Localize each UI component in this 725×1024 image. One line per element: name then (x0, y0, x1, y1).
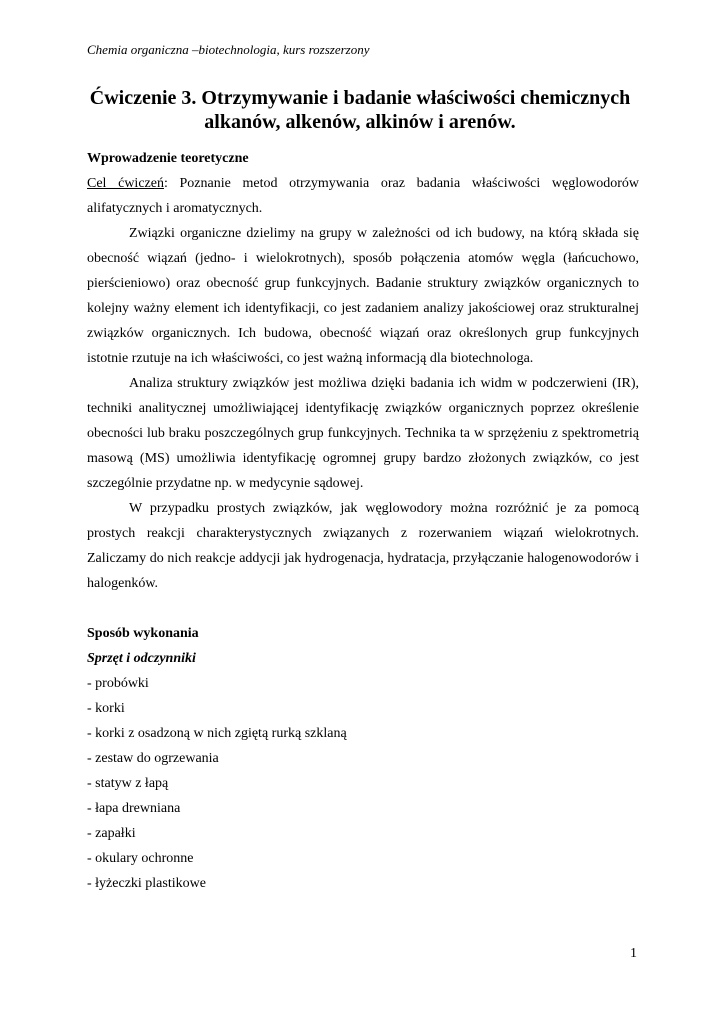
equipment-subheading: Sprzęt i odczynniki (87, 651, 196, 666)
list-item: - łyżeczki plastikowe (87, 876, 206, 891)
intro-paragraph-2: Analiza struktury związków jest możliwa dzięki badania ich widm w podczerwieni (IR), techniki analitycznej umożliwiającej identyfikację związków organicznych poprzez określenie obecności lub braku poszczególnych grup funkcyjnych. Technika ta w sprzężeniu z spektrometrią masową (MS) umożliwia identyfikację ogromnej grupy bardzo złożonych związków, co jest szczególnie przydatne np. w medycynie sądowej. (87, 376, 639, 491)
list-item: - okulary ochronne (87, 851, 194, 866)
list-item: - zestaw do ogrzewania (87, 751, 219, 766)
intro-paragraph-3: W przypadku prostych związków, jak węglowodory można rozróżnić je za pomocą prostych reakcji charakterystycznych związanych z rozerwaniem wiązań wielokrotnych. Zaliczamy do nich reakcje addycji jak hydrogenacja, hydratacja, przyłączanie halogenowodorów i halogenków. (87, 501, 639, 591)
goal-text: : Poznanie metod otrzymywania oraz badania właściwości węglowodorów alifatycznych i aromatycznych. (87, 176, 640, 216)
method-heading: Sposób wykonania (87, 626, 199, 641)
page-number: 1 (630, 946, 637, 961)
intro-heading: Wprowadzenie teoretyczne (87, 151, 249, 166)
list-item: - probówki (87, 676, 149, 691)
document-title (80, 86, 640, 134)
title-line-1: Ćwiczenie 3. Otrzymywanie i badanie właściwości chemicznych (89, 87, 631, 109)
list-item: - korki z osadzoną w nich zgiętą rurką szklaną (87, 726, 347, 741)
list-item: - korki (87, 701, 125, 716)
goal-label: Cel ćwiczeń (87, 176, 164, 191)
goal-paragraph (87, 171, 639, 221)
equipment-list (87, 671, 639, 896)
title-line-2: alkanów, alkenów, alkinów i arenów. (204, 111, 516, 133)
running-header: Chemia organiczna –biotechnologia, kurs rozszerzony (87, 42, 370, 57)
list-item: - zapałki (87, 826, 136, 841)
list-item: - łapa drewniana (87, 801, 181, 816)
list-item: - statyw z łapą (87, 776, 169, 791)
document-body (87, 146, 639, 896)
intro-paragraph-1: Związki organiczne dzielimy na grupy w zależności od ich budowy, na którą składa się obecność wiązań (jedno- i wielokrotnych), sposób połączenia atomów węgla (łańcuchowo, pierścieniowo) oraz obecność grup funkcyjnych. Badanie struktury związków organicznych to kolejny ważny element ich identyfikacji, co jest zadaniem analizy jakościowej oraz strukturalnej związków organicznych. Ich budowa, obecność wiązań oraz określonych grup funkcyjnych istotnie rzutuje na ich właściwości, co jest ważną informacją dla biotechnologa. (87, 226, 639, 366)
